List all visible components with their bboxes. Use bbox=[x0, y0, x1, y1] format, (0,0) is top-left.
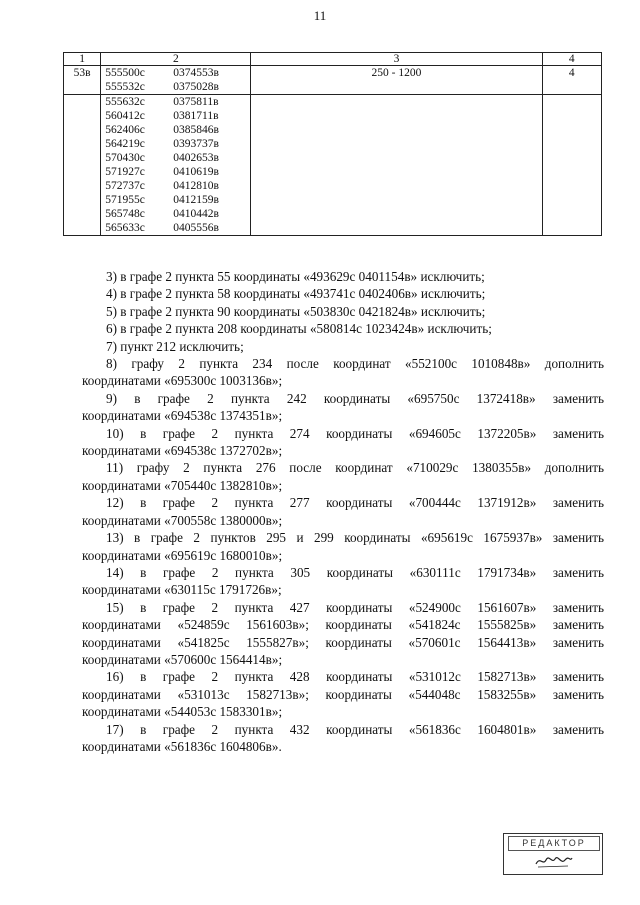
longitude: 0412159в bbox=[173, 194, 219, 206]
amendment-continuation: координатами «694538с 1374351в»; bbox=[82, 408, 283, 424]
coordinate-pair bbox=[105, 95, 246, 109]
amendment-line: 6) в графе 2 пункта 208 координаты «580814с 1023424в» исключить; bbox=[106, 321, 492, 337]
amendment-line: 16) в графе 2 пункта 428 координаты «531012с 1582713в» заменить bbox=[106, 669, 604, 685]
amendment-item bbox=[84, 721, 604, 756]
longitude: 0412810в bbox=[173, 180, 219, 192]
amendment-line: 17) в графе 2 пункта 432 координаты «561836с 1604801в» заменить bbox=[106, 721, 604, 737]
row-number bbox=[64, 95, 101, 236]
longitude: 0385846в bbox=[173, 124, 219, 136]
amendment-continuation: координатами «700558с 1380000в»; bbox=[82, 512, 283, 528]
latitude: 562406с bbox=[105, 124, 145, 136]
table-row bbox=[64, 66, 602, 95]
coordinate-pair bbox=[105, 80, 246, 94]
amendment-item bbox=[84, 390, 604, 425]
amendment-item bbox=[84, 355, 604, 390]
signature-icon bbox=[534, 852, 574, 870]
longitude: 0402653в bbox=[173, 152, 219, 164]
latitude: 564219с bbox=[105, 138, 145, 150]
header-col-1: 1 bbox=[64, 53, 101, 66]
range-cell: 250 - 1200 bbox=[251, 66, 542, 95]
amendment-item bbox=[84, 338, 604, 355]
amendment-item bbox=[84, 668, 604, 720]
longitude: 0410442в bbox=[173, 208, 219, 220]
amendment-continuation: координатами «630115с 1791726в»; bbox=[82, 582, 282, 598]
amendment-line: 10) в графе 2 пункта 274 координаты «694605с 1372205в» заменить bbox=[106, 425, 604, 441]
amendment-continuation: координатами «524859с 1561603в»; координаты «541824с 1555825в» заменить bbox=[82, 617, 604, 633]
amendment-item bbox=[84, 303, 604, 320]
amendment-continuation: координатами «694538с 1372702в»; bbox=[82, 443, 283, 459]
longitude: 0375811в bbox=[173, 96, 219, 108]
header-col-3: 3 bbox=[251, 53, 542, 66]
amendment-continuation: координатами «695300с 1003136в»; bbox=[82, 373, 283, 389]
amendment-continuation: координатами «541825с 1555827в»; координаты «570601с 1564413в» заменить bbox=[82, 634, 604, 650]
amendment-continuation: координатами «531013с 1582713в»; координаты «544048с 1583255в» заменить bbox=[82, 686, 604, 702]
coordinate-pair bbox=[105, 151, 246, 165]
longitude: 0410619в bbox=[173, 166, 219, 178]
coordinates-table bbox=[63, 52, 602, 236]
stamp-label: РЕДАКТОР bbox=[508, 836, 600, 851]
amendment-line: 7) пункт 212 исключить; bbox=[106, 338, 244, 354]
header-col-4: 4 bbox=[542, 53, 601, 66]
latitude: 571927с bbox=[105, 166, 145, 178]
amendment-line: 9) в графе 2 пункта 242 координаты «695750с 1372418в» заменить bbox=[106, 390, 604, 406]
coordinate-pair bbox=[105, 109, 246, 123]
editor-stamp bbox=[503, 833, 603, 875]
longitude: 0375028в bbox=[173, 81, 219, 93]
latitude: 555500с bbox=[105, 67, 145, 79]
table-header-row bbox=[64, 53, 602, 66]
latitude: 572737с bbox=[105, 180, 145, 192]
amendment-continuation: координатами «570600с 1564414в»; bbox=[82, 651, 283, 667]
longitude: 0405556в bbox=[173, 222, 219, 234]
coordinates-cell bbox=[101, 95, 251, 236]
amendment-item bbox=[84, 564, 604, 599]
coordinate-pair bbox=[105, 137, 246, 151]
latitude: 571955с bbox=[105, 194, 145, 206]
amendment-continuation: координатами «695619с 1680010в»; bbox=[82, 547, 283, 563]
latitude: 560412с bbox=[105, 110, 145, 122]
longitude: 0393737в bbox=[173, 138, 219, 150]
coordinates-cell bbox=[101, 66, 251, 95]
amendment-item bbox=[84, 425, 604, 460]
amendment-line: 4) в графе 2 пункта 58 координаты «493741с 0402406в» исключить; bbox=[106, 286, 486, 302]
coordinate-pair bbox=[105, 207, 246, 221]
amendment-line: 3) в графе 2 пункта 55 координаты «493629с 0401154в» исключить; bbox=[106, 269, 485, 284]
latitude: 565633с bbox=[105, 222, 145, 234]
col4-cell bbox=[542, 95, 601, 236]
amendment-item bbox=[84, 494, 604, 529]
amendment-continuation: координатами «561836с 1604806в». bbox=[82, 738, 282, 754]
coordinate-pair bbox=[105, 165, 246, 179]
range-cell bbox=[251, 95, 542, 236]
amendment-item bbox=[84, 268, 604, 285]
latitude: 555632с bbox=[105, 96, 145, 108]
amendment-item bbox=[84, 459, 604, 494]
amendment-item bbox=[84, 599, 604, 669]
page-number: 11 bbox=[313, 8, 327, 23]
amendment-line: 14) в графе 2 пункта 305 координаты «630111с 1791734в» заменить bbox=[106, 564, 604, 580]
coordinate-pair bbox=[105, 221, 246, 235]
longitude: 0381711в bbox=[173, 110, 219, 122]
col4-cell: 4 bbox=[542, 66, 601, 95]
amendment-continuation: координатами «544053с 1583301в»; bbox=[82, 704, 283, 720]
amendments-text bbox=[84, 268, 604, 755]
amendment-line: 13) в графе 2 пунктов 295 и 299 координаты «695619с 1675937в» заменить bbox=[106, 530, 604, 546]
latitude: 565748с bbox=[105, 208, 145, 220]
amendment-line: 15) в графе 2 пункта 427 координаты «524900с 1561607в» заменить bbox=[106, 599, 604, 615]
amendment-item bbox=[84, 529, 604, 564]
amendment-continuation: координатами «705440с 1382810в»; bbox=[82, 477, 283, 493]
latitude: 570430с bbox=[105, 152, 145, 164]
header-col-2: 2 bbox=[101, 53, 251, 66]
amendment-line: 5) в графе 2 пункта 90 координаты «503830с 0421824в» исключить; bbox=[106, 303, 486, 319]
amendment-item bbox=[84, 320, 604, 337]
table-row bbox=[64, 95, 602, 236]
amendment-line: 11) графу 2 пункта 276 после координат «710029с 1380355в» дополнить bbox=[106, 460, 604, 476]
latitude: 555532с bbox=[105, 81, 145, 93]
coordinate-pair bbox=[105, 123, 246, 137]
amendment-line: 12) в графе 2 пункта 277 координаты «700444с 1371912в» заменить bbox=[106, 495, 604, 511]
coordinate-pair bbox=[105, 66, 246, 80]
longitude: 0374553в bbox=[173, 67, 219, 79]
row-number: 53в bbox=[64, 66, 101, 95]
coordinate-pair bbox=[105, 179, 246, 193]
amendment-item bbox=[84, 285, 604, 302]
coordinate-pair bbox=[105, 193, 246, 207]
amendment-line: 8) графу 2 пункта 234 после координат «552100с 1010848в» дополнить bbox=[106, 356, 604, 372]
